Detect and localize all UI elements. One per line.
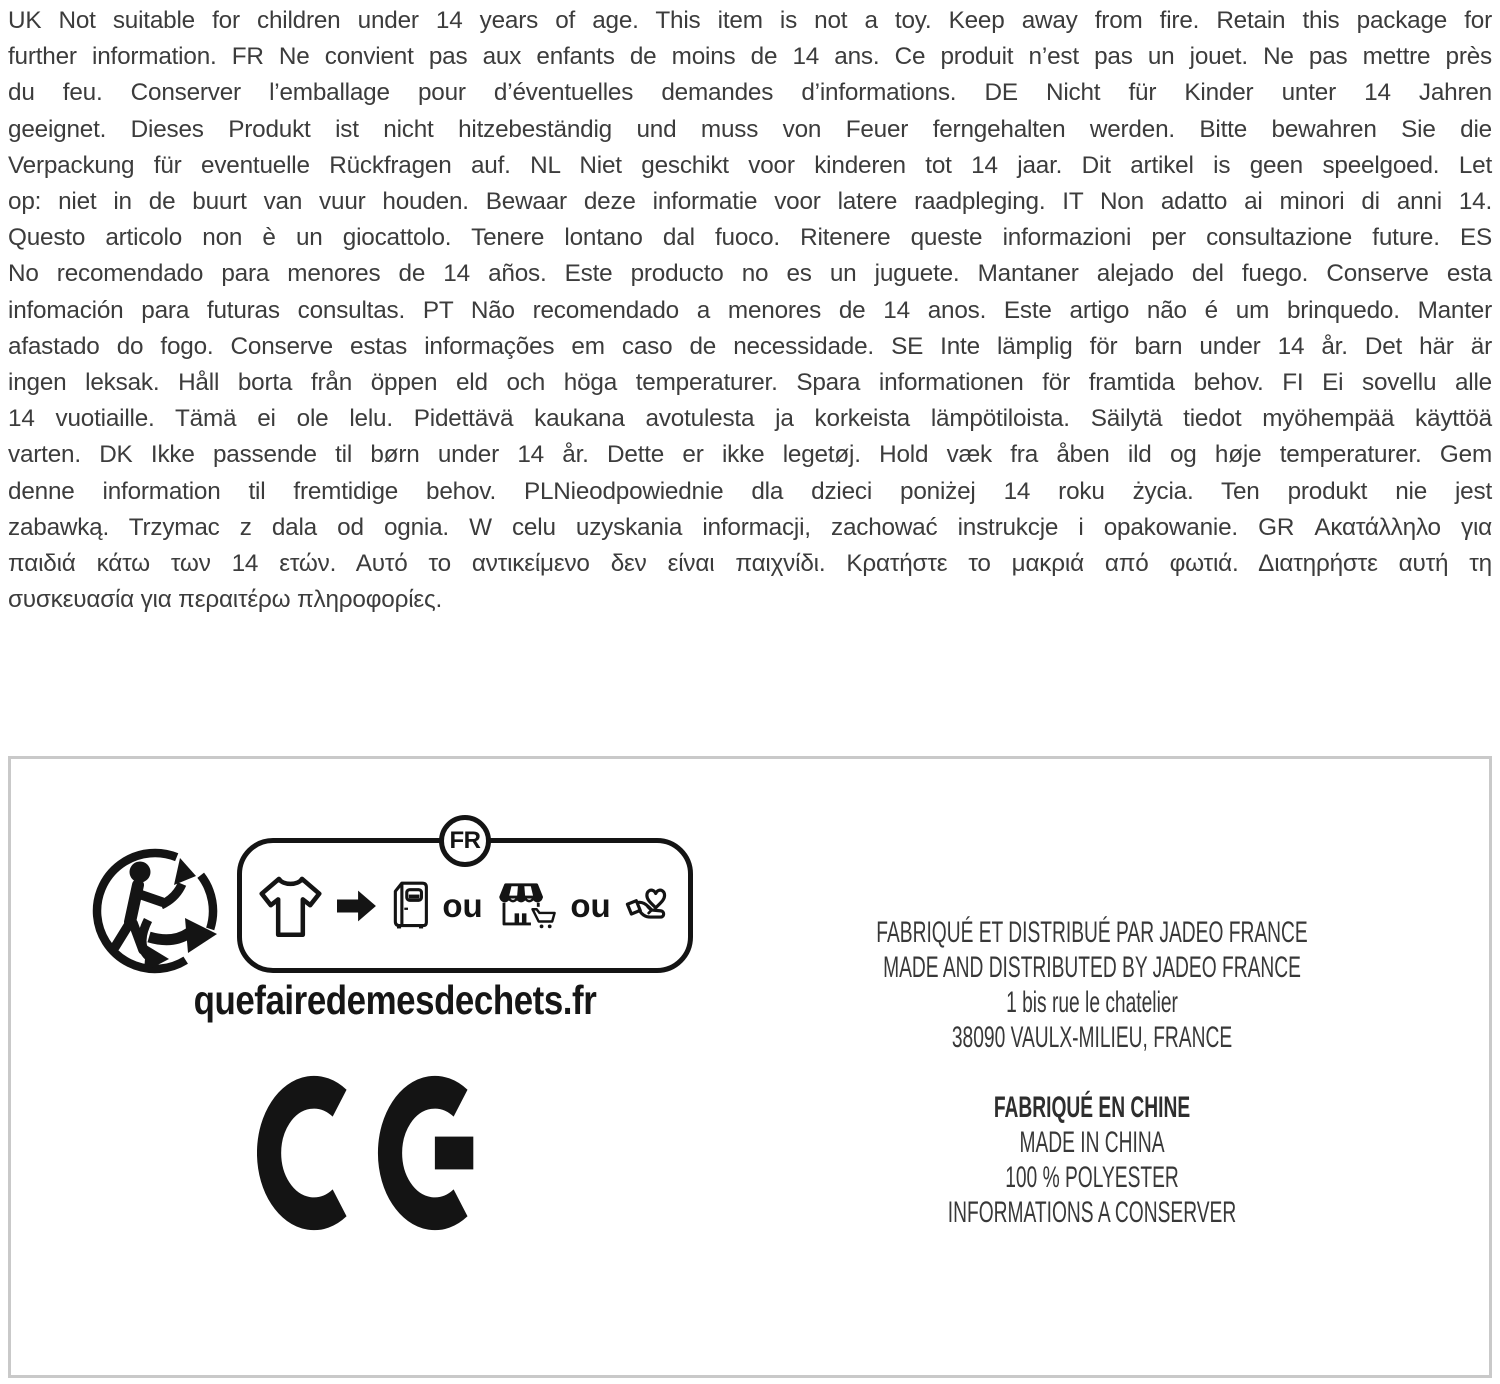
warning-line: geeignet. Dieses Produkt ist nicht hitzebeständig und muss von Feuer ferngehalten werden. Bitte bewahren Sie die — [8, 115, 1492, 143]
triman-recycling-icon — [91, 845, 231, 977]
manufacturer-address — [865, 915, 1319, 1055]
origin-line: FABRIQUÉ EN CHINE — [993, 1091, 1191, 1124]
warning-line: further information. FR Ne convient pas aux enfants de moins de 14 ans. Ce produit n’est pas un jouet. Ne pas mettre près — [8, 43, 1492, 71]
warning-line: denne information til fremtidige behov. PLNieodpowiednie dla dzieci poniżej 14 roku życia. Ten produkt nie jest — [8, 477, 1492, 505]
warning-line: du feu. Conserver l’emballage pour d’éventuelles demandes d’informations. DE Nicht für Kinder unter 14 Jahren — [8, 79, 1492, 107]
warning-line: op: niet in de buurt van vuur houden. Bewaar deze informatie voor latere raadpleging. IT Non adatto ai minori di anni 14. — [8, 188, 1492, 216]
origin-info — [865, 1090, 1319, 1230]
or-label: ou — [570, 886, 611, 924]
origin-line: MADE IN CHINA — [1019, 1126, 1165, 1159]
warning-line: afastado do fogo. Conserve estas informações em caso de necessidade. SE Inte lämplig för barn under 14 år. Det här är — [8, 332, 1492, 360]
hand-heart-icon — [623, 882, 674, 930]
origin-line: 100 % POLYESTER — [1005, 1161, 1179, 1194]
address-line: 38090 VAULX-MILIEU, FRANCE — [951, 1021, 1233, 1054]
spacer — [865, 1055, 1319, 1090]
address-line: MADE AND DISTRIBUTED BY JADEO FRANCE — [883, 951, 1301, 984]
warning-line: Verpackung für eventuelle Rückfragen auf. NL Niet geschikt voor kinderen tot 14 jaar. Dit artikel is geen speelgoed. Let — [8, 151, 1492, 179]
warning-line: Questo articolo non è un giocattolo. Tenere lontano dal fuoco. Ritenere queste informazioni per consultazione future. ES — [8, 224, 1492, 252]
address-line: 1 bis rue le chatelier — [1006, 986, 1178, 1019]
or-label: ou — [442, 886, 483, 924]
origin-line: INFORMATIONS A CONSERVER — [947, 1196, 1237, 1229]
warning-line: varten. DK Ikke passende til børn under 14 år. Dette er ikke legetøj. Hold væk fra åben ild og høje temperaturer. Gem — [8, 441, 1492, 469]
tshirt-icon — [256, 870, 325, 942]
address-line: FABRIQUÉ ET DISTRIBUÉ PAR JADEO FRANCE — [876, 916, 1308, 949]
warning-line: συσκευασία για περαιτέρω πληροφορίες. — [8, 586, 443, 614]
donation-bin-icon — [388, 877, 430, 935]
regulatory-panel — [8, 756, 1492, 1378]
ce-mark-icon — [257, 1071, 479, 1235]
warning-line: No recomendado para menores de 14 años. Este producto no es un juguete. Mantaner alejado del fuego. Conserve esta — [8, 260, 1492, 288]
fr-badge-label: FR — [449, 827, 481, 854]
store-icon — [495, 877, 559, 935]
website-url: quefairedemesdechets.fr — [193, 977, 597, 1023]
warning-line: παιδιά κάτω των 14 ετών. Αυτό το αντικείμενο δεν είναι παιχνίδι. Κρατήστε το μακριά από φωτιά. Διατηρήστε αυτή τη — [8, 550, 1492, 578]
arrow-right-icon — [337, 887, 376, 925]
warning-line: zabawką. Trzymac z dala od ognia. W celu uzyskania informacji, zachować instrukcje i opakowanie. GR Ακατάλληλο για — [8, 513, 1492, 541]
warning-line: ingen leksak. Håll borta från öppen eld och höga temperaturer. Spara informationen för framtida behov. FI Ei sovellu alle — [8, 369, 1492, 397]
sorting-instructions — [237, 815, 693, 975]
warning-line: 14 vuotiaille. Tämä ei ole lelu. Pidettävä kaukana avotulesta ja korkeista lämpötiloista. Säilytä tiedot myöhempää käyttöä — [8, 405, 1492, 433]
fr-badge — [439, 815, 491, 867]
warning-text — [8, 3, 1492, 618]
warning-line: UK Not suitable for children under 14 years of age. This item is not a toy. Keep away from fire. Retain this package for — [8, 7, 1492, 34]
warning-line: infomación para futuras consultas. PT Não recomendado a menores de 14 anos. Este artigo não é um brinquedo. Manter — [8, 296, 1492, 324]
manufacturer-info — [737, 915, 1447, 1230]
